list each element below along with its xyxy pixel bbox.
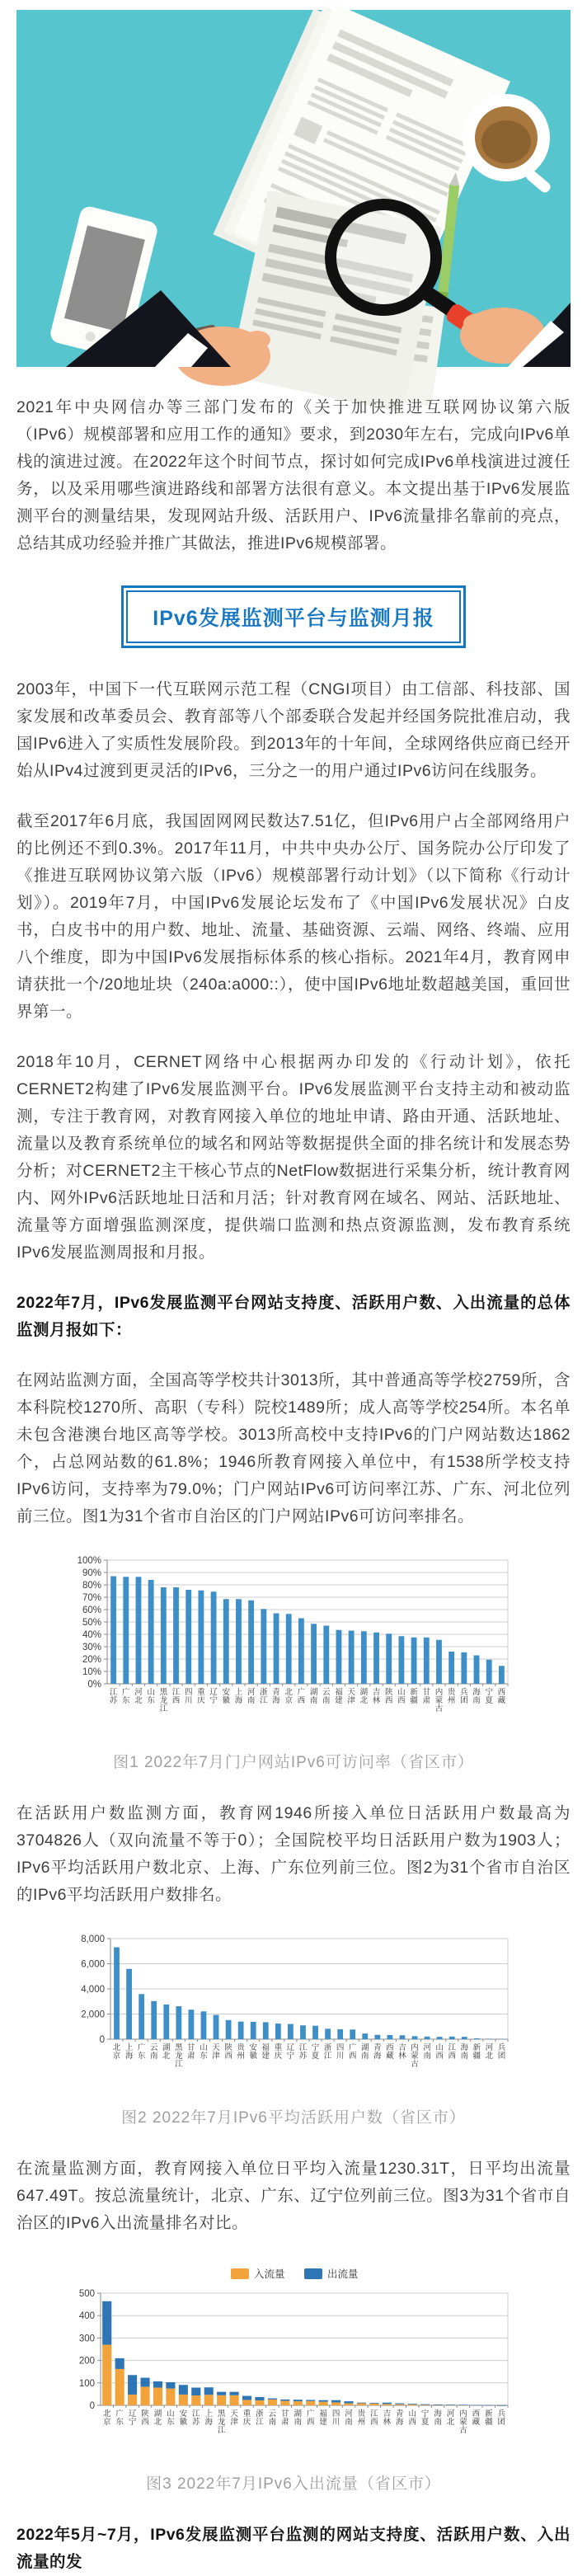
svg-text:贵州: 贵州 [237,2042,245,2061]
svg-text:上海: 上海 [235,1687,243,1705]
svg-text:0%: 0% [87,1680,101,1690]
svg-text:浙江: 浙江 [260,1687,268,1705]
svg-text:60%: 60% [82,1605,101,1615]
article-body [0,394,587,2576]
svg-text:天津: 天津 [230,2409,238,2427]
svg-text:30%: 30% [82,1643,101,1652]
svg-text:河南: 河南 [423,2043,431,2061]
svg-text:90%: 90% [82,1568,101,1578]
svg-text:400: 400 [79,2311,95,2321]
svg-text:湖北: 湖北 [162,2042,171,2061]
svg-text:山东: 山东 [200,2042,208,2061]
svg-text:山西: 山西 [408,2409,416,2427]
svg-text:广西: 广西 [307,2409,315,2427]
svg-text:吉林: 吉林 [373,1687,381,1705]
svg-text:70%: 70% [82,1593,101,1603]
svg-text:山东: 山东 [147,1687,155,1705]
paragraph-traffic-monitoring: 在流量监测方面，教育网接入单位日平均入流量1230.31T，日平均出流量647.49T。按总流量统计，北京、广东、辽宁位列前三位。图3为31个省市自治区的IPv6入出流量排名对比。 [16,2155,571,2237]
svg-text:湖南: 湖南 [310,1687,318,1705]
svg-text:陕西: 陕西 [385,1687,393,1705]
svg-text:入流量: 入流量 [254,2268,285,2280]
svg-text:西藏: 西藏 [498,1688,506,1705]
svg-text:20%: 20% [82,1655,101,1665]
svg-text:辽宁: 辽宁 [129,2409,137,2427]
svg-text:300: 300 [79,2334,95,2343]
svg-text:甘肃: 甘肃 [281,2409,289,2427]
svg-text:重庆: 重庆 [275,2042,283,2061]
svg-text:贵州: 贵州 [358,2409,366,2427]
svg-text:甘肃: 甘肃 [187,2042,195,2061]
svg-text:河北: 河北 [134,1688,143,1705]
section-banner [121,585,465,648]
svg-text:100%: 100% [77,1556,101,1566]
svg-text:重庆: 重庆 [197,1687,205,1705]
svg-text:河北: 河北 [447,2409,455,2427]
svg-text:宁夏: 宁夏 [485,1687,493,1705]
svg-text:安徽: 安徽 [249,2042,257,2061]
figure-2-caption: 图2 2022年7月IPv6平均活跃用户数（省区市） [16,2105,571,2127]
svg-text:青海: 青海 [272,1687,280,1705]
svg-text:黑龙江: 黑龙江 [175,2043,183,2069]
svg-text:青海: 青海 [396,2409,404,2427]
hero-illustration [0,0,587,371]
paragraph-history-2017: 截至2017年6月底，我国固网网民数达7.51亿，但IPv6用户占全部网络用户的比例还不到0.3%。2017年11月，中共中央办公厅、国务院办公厅印发了《推进互联网协议第六版（IPv6）规模部署行动计划》（以下简称《行动计划》）。2019年7月，中国IPv6发展论坛发布了《中国IPv6发展状况》白皮书，白皮书中的用户数、地址、流量、基础资源、云端、网络、终端、应用八个维度，即为中国IPv6发展指标体系的核心指标。2021年4月，教育网申请获批一个/20地址块（240a:a000::），使中国IPv6地址数超越美国，重回世界第一。 [16,808,571,1026]
section-banner-inner [126,590,460,643]
svg-text:陕西: 陕西 [141,2409,149,2427]
svg-text:200: 200 [79,2357,95,2367]
svg-text:10%: 10% [82,1667,101,1677]
svg-text:海南: 海南 [472,1687,481,1705]
svg-text:四川: 四川 [336,2043,345,2061]
svg-text:广东: 广东 [115,2409,124,2427]
svg-text:上海: 上海 [125,2042,134,2061]
svg-text:新疆: 新疆 [410,1687,418,1705]
paragraph-trend-intro: 2022年5月~7月，IPv6发展监测平台监测的网站支持度、活跃用户数、入出流量的发 [16,2522,571,2576]
svg-text:兵团: 兵团 [498,2409,506,2427]
svg-text:内蒙古: 内蒙古 [459,2409,467,2435]
svg-text:兵团: 兵团 [498,2042,506,2061]
svg-text:黑龙江: 黑龙江 [160,1688,168,1713]
figure-3 [16,2260,571,2494]
svg-text:山西: 山西 [435,2042,444,2061]
svg-text:山东: 山东 [167,2409,175,2427]
svg-text:50%: 50% [82,1618,101,1628]
figure-1-caption: 图1 2022年7月门户网站IPv6可访问率（省区市） [16,1750,571,1772]
svg-text:0: 0 [90,2401,95,2411]
svg-text:上海: 上海 [204,2409,213,2427]
paragraph-platform-2018: 2018年10月，CERNET网络中心根据两办印发的《行动计划》，依托CERNET2构建了IPv6发展监测平台。IPv6发展监测平台支持主动和被动监测，专注于教育网，对教育网接入单位的地址申请、路由开通、活跃地址、流量以及教育系统单位的域名和网站等数据提供全面的排名统计和发展态势分析；对CERNET2主干核心节点的NetFlow数据进行采集分析，统计教育网内、网外IPv6活跃地址日活和月活；针对教育网在域名、网站、活跃地址、流量等方面增强监测深度，提供端口监测和热点资源监测，发布教育系统IPv6发展监测周报和月报。 [16,1049,571,1267]
svg-text:湖南: 湖南 [294,2409,303,2427]
svg-text:2,000: 2,000 [81,2010,105,2020]
bar-chart-ipv6-accessibility [68,1554,519,1738]
svg-text:福建: 福建 [319,2409,327,2427]
paragraph-monthly-report-intro: 2022年7月，IPv6发展监测平台网站支持度、活跃用户数、入出流量的总体监测月报如下： [16,1290,571,1344]
svg-text:黑龙江: 黑龙江 [218,2409,226,2435]
svg-text:海南: 海南 [434,2409,442,2427]
svg-text:吉林: 吉林 [383,2409,392,2427]
svg-text:浙江: 浙江 [256,2409,264,2427]
svg-text:广东: 广东 [122,1687,130,1705]
svg-text:四川: 四川 [332,2409,340,2427]
svg-text:云南: 云南 [269,2409,277,2427]
svg-text:辽宁: 辽宁 [287,2043,295,2061]
svg-text:福建: 福建 [262,2042,270,2061]
svg-text:江苏: 江苏 [192,2409,200,2427]
svg-text:80%: 80% [82,1581,101,1591]
svg-text:广东: 广东 [138,2042,146,2061]
svg-text:北京: 北京 [113,2042,121,2061]
svg-text:福建: 福建 [335,1687,343,1705]
svg-text:西藏: 西藏 [386,2043,394,2061]
svg-text:广西: 广西 [349,2042,357,2061]
svg-text:河南: 河南 [345,2409,353,2427]
svg-text:新疆: 新疆 [485,2409,493,2427]
svg-text:安徽: 安徽 [223,1687,231,1705]
svg-text:天津: 天津 [212,2043,220,2061]
svg-text:4,000: 4,000 [81,1985,105,1995]
svg-text:湖南: 湖南 [361,2042,369,2061]
svg-text:40%: 40% [82,1630,101,1640]
svg-text:6,000: 6,000 [81,1960,105,1970]
svg-text:四川: 四川 [185,1688,193,1705]
svg-text:吉林: 吉林 [398,2042,406,2061]
svg-text:甘肃: 甘肃 [423,1687,431,1705]
svg-text:河南: 河南 [247,1688,256,1705]
svg-text:河北: 河北 [486,2043,494,2061]
svg-text:贵州: 贵州 [448,1687,456,1705]
stacked-bar-chart-traffic [68,2260,519,2460]
svg-text:出流量: 出流量 [327,2268,359,2280]
svg-text:湖北: 湖北 [360,1687,369,1705]
svg-text:江西: 江西 [448,2043,456,2061]
svg-text:兵团: 兵团 [460,1687,468,1705]
svg-text:陕西: 陕西 [224,2042,232,2061]
svg-text:辽宁: 辽宁 [209,1688,218,1705]
svg-text:海南: 海南 [461,2042,469,2061]
svg-text:西藏: 西藏 [472,2409,481,2427]
svg-text:内蒙古: 内蒙古 [435,1687,444,1713]
svg-text:安徽: 安徽 [180,2409,188,2427]
svg-text:江西: 江西 [370,2409,378,2427]
svg-text:天津: 天津 [347,1688,355,1705]
svg-text:青海: 青海 [373,2042,382,2061]
svg-text:江苏: 江苏 [110,1688,118,1705]
svg-text:北京: 北京 [284,1687,293,1705]
svg-text:8,000: 8,000 [81,1934,105,1944]
svg-text:新疆: 新疆 [473,2042,481,2061]
svg-text:100: 100 [79,2379,95,2389]
svg-text:0: 0 [100,2035,105,2045]
svg-text:内蒙古: 内蒙古 [411,2042,419,2069]
section-banner-label: IPv6发展监测平台与监测月报 [153,607,434,630]
svg-text:湖北: 湖北 [154,2409,162,2427]
svg-text:广西: 广西 [298,1687,306,1705]
figure-1 [16,1554,571,1772]
bar-chart-active-users [68,1932,519,2094]
svg-text:北京: 北京 [103,2409,111,2427]
svg-text:江西: 江西 [172,1688,181,1705]
paragraph-history-2003: 2003年，中国下一代互联网示范工程（CNGI项目）由工信部、科技部、国家发展和改革委员会、教育部等八个部委联合发起并经国务院批准启动，我国IPv6进入了实质性发展阶段。到2013年的十年间，全球网络供应商已经开始从IPv4过渡到更灵活的IPv6，三分之一的用户通过IPv6访问在线服务。 [16,676,571,785]
figure-2 [16,1932,571,2127]
svg-text:500: 500 [79,2289,95,2299]
svg-text:江苏: 江苏 [299,2043,308,2061]
paragraph-active-users: 在活跃用户数监测方面，教育网1946所接入单位日活跃用户数最高为3704826人（双向流量不等于0）；全国院校平均日活跃用户数为1903人；IPv6平均活跃用户数北京、上海、广东位列前三位。图2为31个省市自治区的IPv6平均活跃用户数排名。 [16,1800,571,1909]
figure-3-caption: 图3 2022年7月IPv6入出流量（省区市） [16,2471,571,2494]
svg-text:宁夏: 宁夏 [421,2409,430,2427]
svg-text:宁夏: 宁夏 [312,2042,320,2061]
svg-text:山西: 山西 [397,1687,406,1705]
svg-text:云南: 云南 [150,2043,158,2061]
svg-text:重庆: 重庆 [243,2409,251,2427]
svg-text:浙江: 浙江 [324,2042,332,2061]
svg-text:云南: 云南 [322,1688,331,1705]
paragraph-intro: 2021年中央网信办等三部门发布的《关于加快推进互联网协议第六版（IPv6）规模部署和应用工作的通知》要求，到2030年左右，完成向IPv6单栈的演进过渡。在2022年这个时间节点，探讨如何完成IPv6单栈演进过渡任务，以及采用哪些演进路线和部署方法很有意义。本文提出基于IPv6发展监测平台的测量结果，发现网站升级、活跃用户、IPv6流量排名靠前的亮点，总结其成功经验并推广其做法，推进IPv6规模部署。 [16,394,571,557]
paragraph-website-monitoring: 在网站监测方面，全国高等学校共计3013所，其中普通高等学校2759所，含本科院校1270所、高职（专科）院校1489所；成人高等学校254所。本名单未包含港澳台地区高等学校。3013所高校中支持IPv6的门户网站数达1862个，占总网站数的61.8%；1946所教育网接入单位中，有1538所学校支持IPv6访问，支持率为79.0%；门户网站IPv6可访问率江苏、广东、河北位列前三位。图1为31个省市自治区的门户网站IPv6可访问率排名。 [16,1367,571,1530]
